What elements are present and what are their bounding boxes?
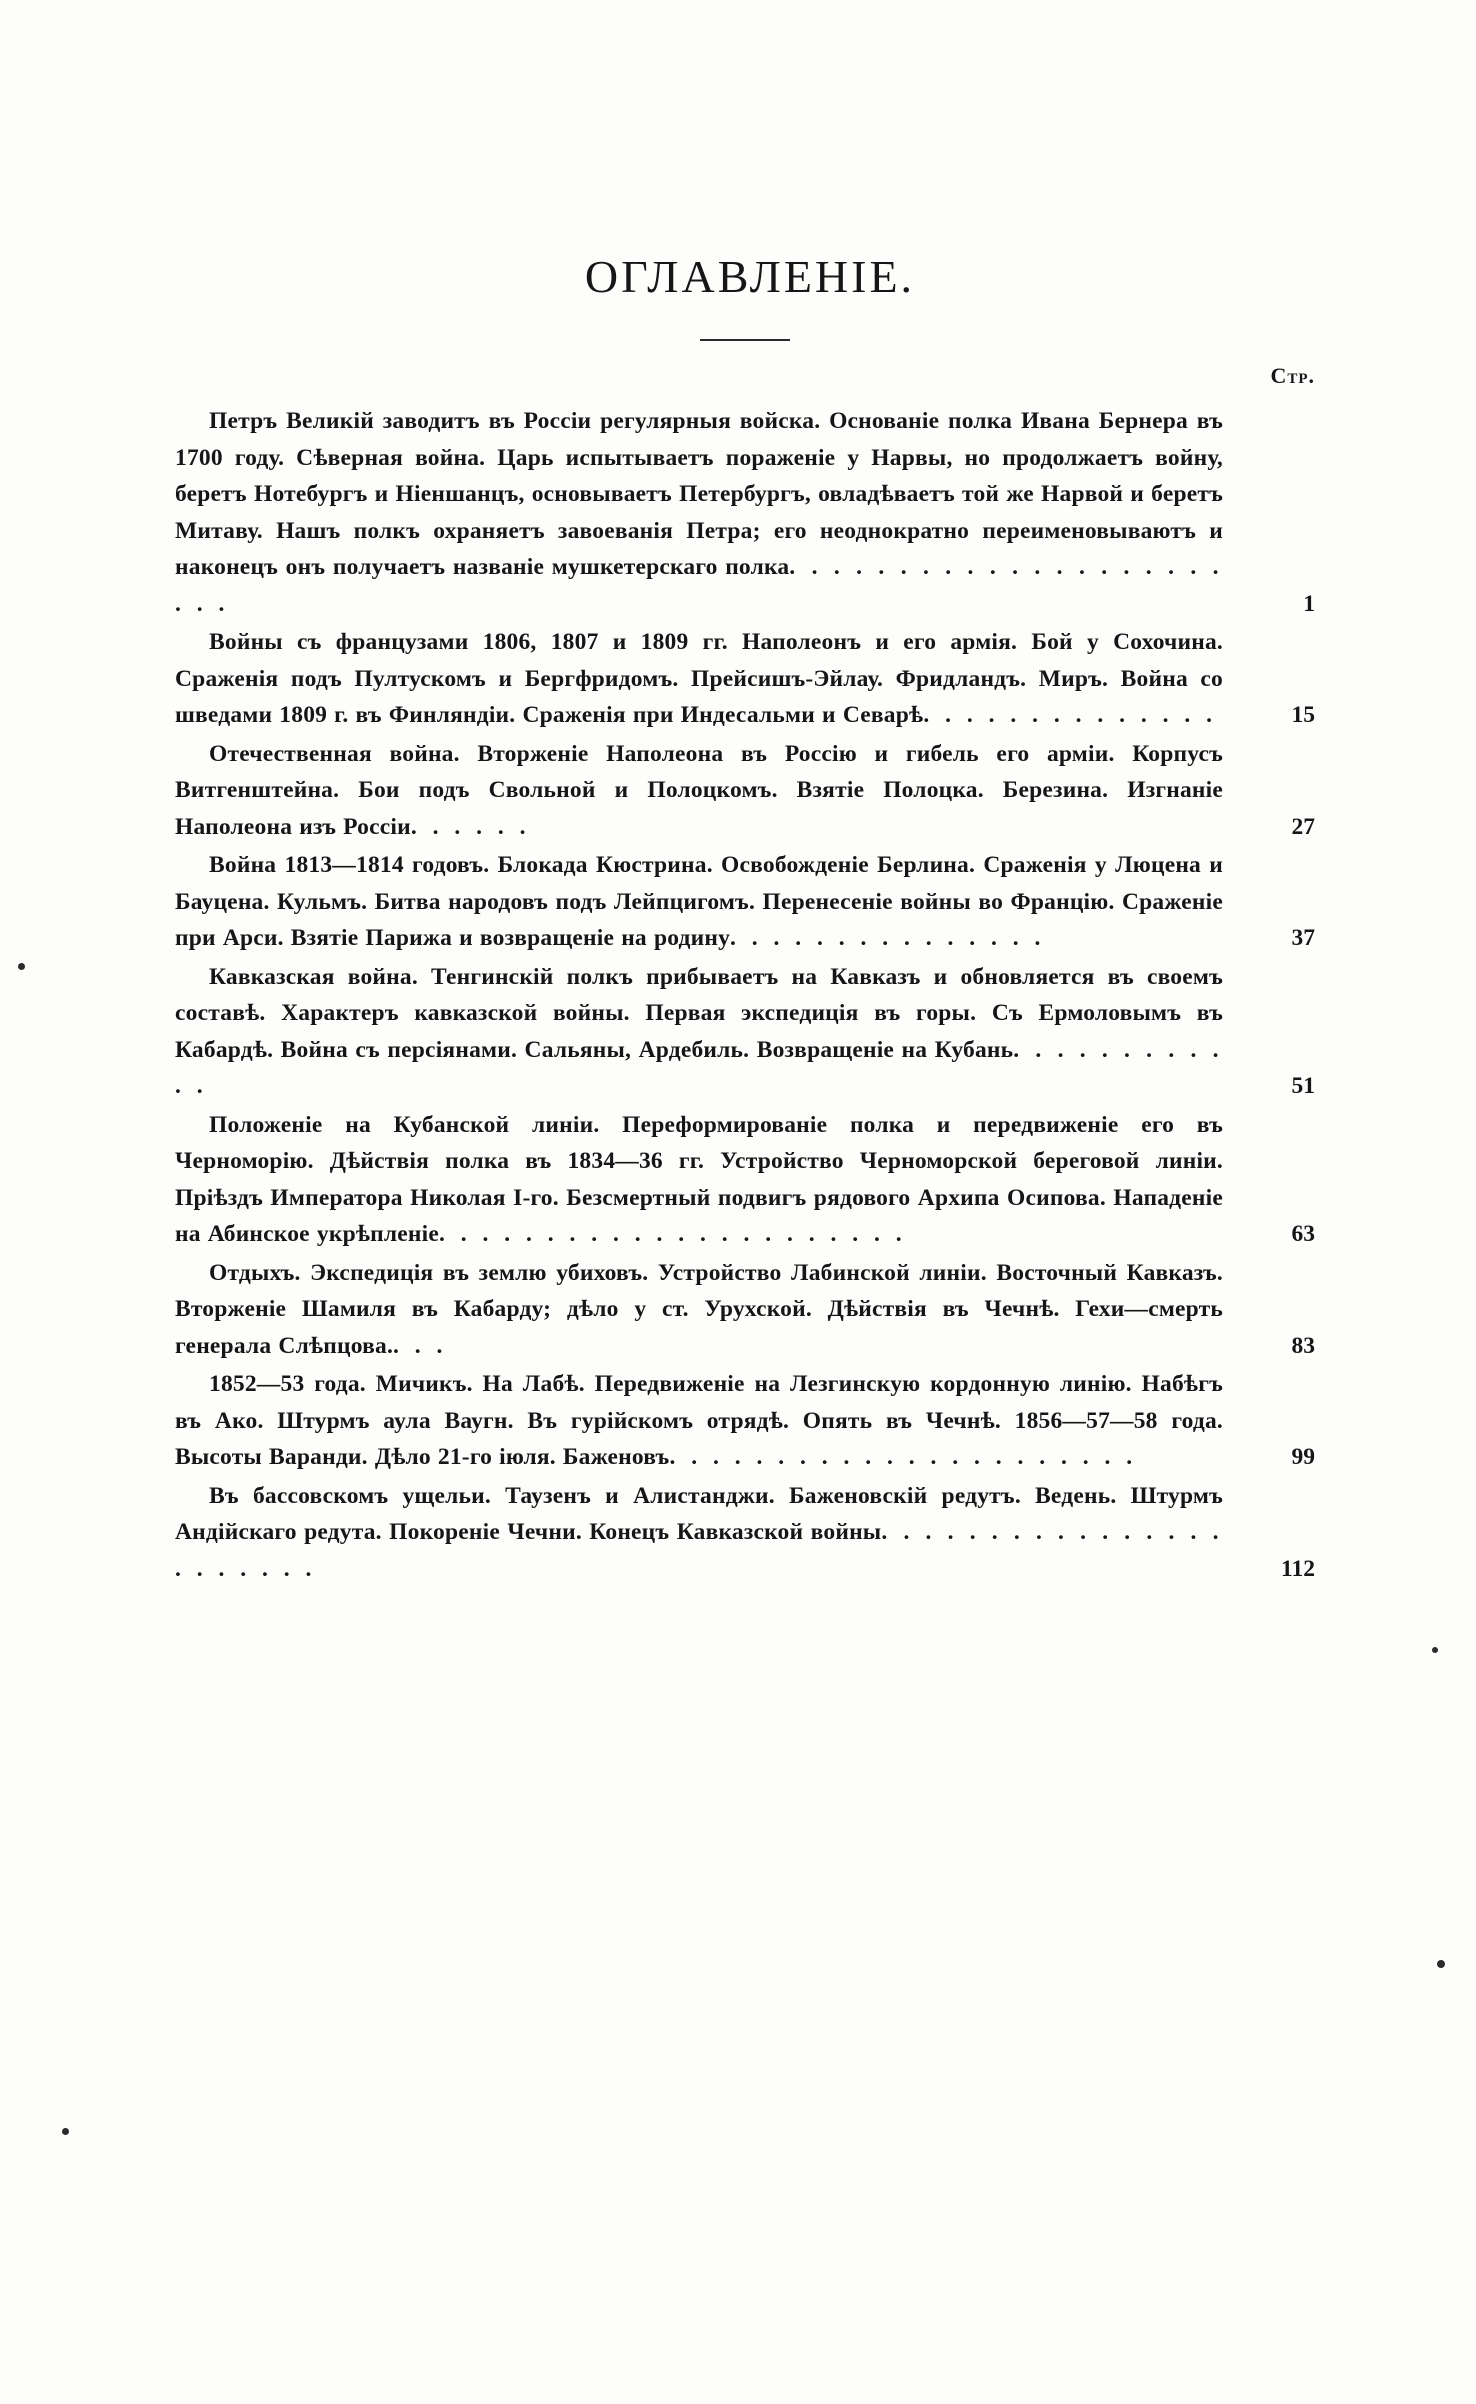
toc-entry[interactable]: [175, 1255, 1315, 1365]
toc-page-number: 51: [1291, 1073, 1315, 1099]
toc-content: [175, 250, 1315, 1589]
toc-entry-text: Положеніе на Кубанской линіи. Переформированіе полка и передвиженіе его въ Черноморію. Дѣйствія полка въ 1834—36 гг. Устройство Черноморской береговой линіи. Пріѣздъ Императора Николая I-го. Безсмертный подвигъ рядового Архипа Осипова. Нападеніе на Абинское укрѣпленіе: [175, 1111, 1223, 1247]
toc-leader-dots: . . . . . . . . . . . . . . . . . . . . . . .: [175, 1519, 1223, 1582]
title-divider: [700, 339, 790, 341]
toc-entry-text: Война 1813—1814 годовъ. Блокада Кюстрина. Освобожденіе Берлина. Сраженія у Люцена и Бауцена. Кульмъ. Битва народовъ подъ Лейпцигомъ. Перенесеніе войны во Францію. Сраженіе при Арси. Взятіе Парижа и возвращеніе на родину: [175, 852, 1223, 951]
toc-page-number: 37: [1291, 925, 1315, 951]
toc-page-number: 15: [1291, 702, 1315, 728]
toc-page-number: 1: [1303, 590, 1315, 617]
toc-entry-text: Въ бассовскомъ ущельи. Таузенъ и Алистанджи. Баженовскій редутъ. Ведень. Штурмъ Андійскаго редута. Покореніе Чечни. Конецъ Кавказской войны: [175, 1482, 1223, 1545]
toc-entry-text: Кавказская война. Тенгинскій полкъ прибываетъ на Кавказъ и обновляется въ своемъ составѣ. Характеръ кавказской войны. Первая экспедиція въ горы. Съ Ермоловымъ въ Кабардѣ. Война съ персіянами. Сальяны, Ардебиль. Возвращеніе на Кубань: [175, 963, 1223, 1063]
column-header-row: [175, 363, 1315, 397]
toc-page-number: 83: [1291, 1332, 1315, 1359]
toc-entry[interactable]: [175, 1107, 1315, 1253]
toc-leader-dots: . . . . . . . . . . . . . . . . . . . . . .: [439, 1221, 907, 1247]
toc-entry[interactable]: [175, 1366, 1315, 1476]
toc-page-number: 63: [1291, 1221, 1315, 1247]
page-column-header: Стр.: [1270, 363, 1315, 388]
toc-entry[interactable]: [175, 403, 1315, 622]
toc-leader-dots: . . .: [393, 1332, 447, 1359]
toc-leader-dots: . . . . . . . . . . . . . . . . . . . . . .: [669, 1444, 1137, 1470]
page-title: ОГЛАВЛЕНІЕ.: [584, 251, 916, 302]
toc-leader-dots: . . . . . . . . . . . . . . . . . . . . . . .: [175, 554, 1224, 617]
toc-entry[interactable]: [175, 959, 1315, 1105]
toc-entry[interactable]: [175, 1478, 1315, 1588]
toc-entry[interactable]: [175, 736, 1315, 846]
toc-entry-text: Войны съ французами 1806, 1807 и 1809 гг. Наполеонъ и его армія. Бой у Сохочина. Сраженія подъ Пултускомъ и Бергфридомъ. Прейсишъ-Эйлау. Фридландъ. Миръ. Война со шведами 1809 г. въ Финляндіи. Сраженія при Индесальми и Севарѣ: [175, 629, 1223, 728]
toc-leader-dots: . . . . . .: [410, 813, 530, 840]
toc-entry-text: Отдыхъ. Экспедиція въ землю убиховъ. Устройство Лабинской линіи. Восточный Кавказъ. Вторженіе Шамиля въ Кабарду; дѣло у ст. Урухской. Дѣйствія въ Чечнѣ. Гехи—смерть генерала Слѣпцова.: [175, 1259, 1223, 1359]
toc-entry-text: 1852—53 года. Мичикъ. На Лабѣ. Передвиженіе на Лезгинскую кордонную линію. Набѣгъ въ Ако. Штурмъ аула Ваугн. Въ гурійскомъ отрядѣ. Опять въ Чечнѣ. 1856—57—58 года. Высоты Варанди. Дѣло 21-го іюля. Баженовъ: [175, 1371, 1223, 1470]
page-speck: [18, 963, 25, 970]
toc-page-number: 112: [1281, 1555, 1315, 1582]
toc-leader-dots: . . . . . . . . . . . . . .: [923, 702, 1217, 728]
toc-entry[interactable]: [175, 624, 1315, 734]
toc-page-number: 27: [1291, 813, 1315, 840]
toc-leader-dots: . . . . . . . . . . . . . . .: [730, 925, 1045, 951]
table-of-contents: [175, 403, 1315, 1587]
toc-entry-text: Отечественная война. Вторженіе Наполеона въ Россію и гибель его арміи. Корпусъ Витгенштейна. Бои подъ Свольной и Полоцкомъ. Взятіе Полоцка. Березина. Изгнаніе Наполеона изъ Россіи: [175, 740, 1223, 840]
toc-entry-text: Петръ Великій заводитъ въ Россіи регулярныя войска. Основаніе полка Ивана Бернера въ 1700 году. Сѣверная война. Царь испытываетъ пораженіе у Нарвы, но продолжаетъ войну, беретъ Нотебургъ и Ніеншанцъ, основываетъ Петербургъ, овладѣваетъ той же Нарвой и беретъ Митаву. Нашъ полкъ охраняетъ завоеванія Петра; его неоднократно переименовываютъ и наконецъ онъ получаетъ названіе мушкетерскаго полка: [175, 408, 1223, 580]
page-speck: [62, 2128, 69, 2135]
toc-page-number: 99: [1291, 1444, 1315, 1470]
page-speck: [1437, 1960, 1445, 1968]
page-speck: [1432, 1647, 1438, 1653]
toc-leader-dots: . . . . . . . . . . . .: [175, 1036, 1223, 1099]
toc-entry[interactable]: [175, 847, 1315, 957]
